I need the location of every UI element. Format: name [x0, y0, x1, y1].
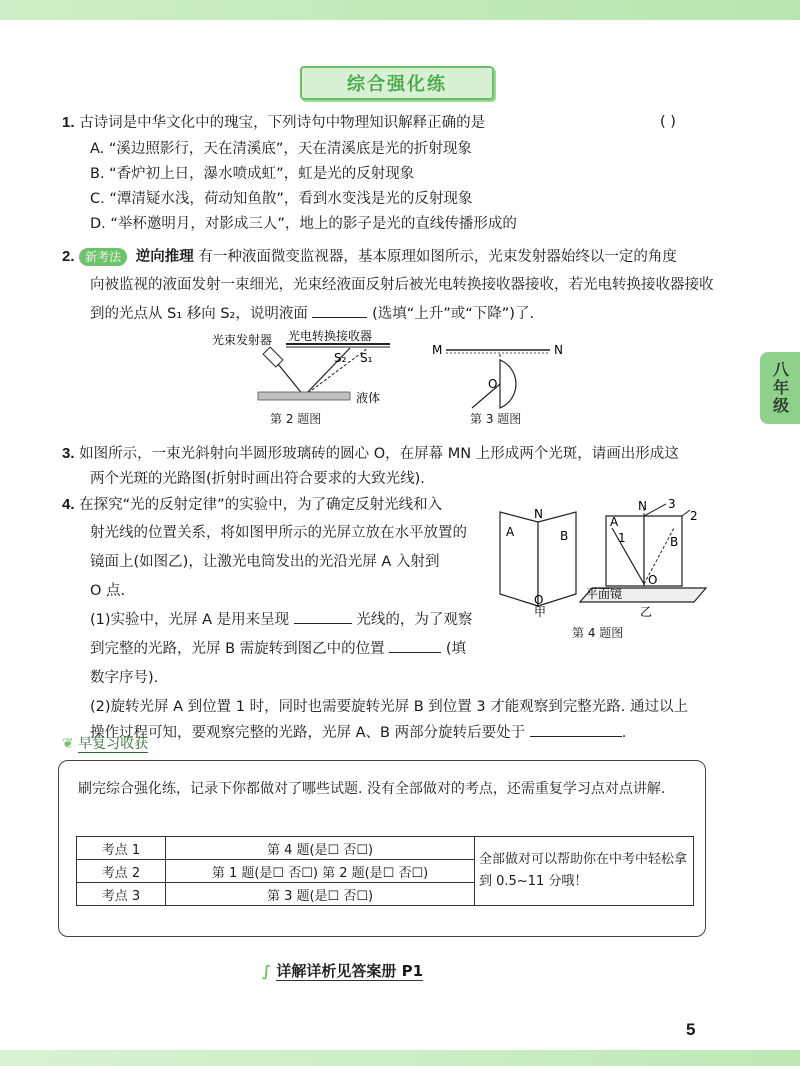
- question-1-option-b: B. “香炉初上日，瀑水喷成虹”，虹是光的反射现象: [90, 166, 415, 182]
- figure-3-diagram: [430, 336, 570, 410]
- question-2-text-3b: (选填“上升”或“下降”)了.: [372, 306, 535, 322]
- review-row-3-content[interactable]: 第 3 题(是☐ 否☐): [166, 883, 475, 906]
- question-4-part-2-line-2: 操作过程可知，要观察完整的光路，光屏 A、B 两部分旋转后要处于 .: [90, 725, 627, 741]
- answer-reference-text: 详解详析见答案册 P1: [276, 962, 424, 980]
- question-1-option-c: C. “潭清疑水浅，荷动知鱼散”，看到水变浅是光的反射现象: [90, 191, 473, 207]
- mirror-label: 平面镜: [586, 587, 623, 601]
- question-4-number: 4.: [62, 496, 75, 513]
- question-2-answer-blank[interactable]: [312, 317, 367, 318]
- yi-a-label: A: [610, 515, 619, 529]
- liquid-label: 液体: [356, 391, 381, 404]
- question-3-number: 3.: [62, 445, 75, 462]
- yi-o-label: O: [648, 573, 658, 587]
- s2-label: S₂: [334, 351, 347, 365]
- top-decor-bar: [0, 0, 800, 20]
- review-row-3-label: 考点 3: [77, 883, 166, 906]
- receiver-label: 光电转换接收器: [288, 329, 373, 343]
- question-2-line-3: [90, 300, 534, 329]
- incident-ray: [278, 364, 304, 396]
- review-row-2-content[interactable]: 第 1 题(是☐ 否☐) 第 2 题(是☐ 否☐): [166, 860, 475, 883]
- figure-2-caption: 第 2 题图: [270, 412, 322, 426]
- section-title: 综合强化练: [300, 66, 494, 100]
- yi-b-label: B: [670, 535, 679, 549]
- review-side-note: 全部做对可以帮助你在中考中轻松拿到 0.5~11 分哦！: [475, 837, 694, 906]
- question-3-text-2: 两个光斑的光路图(折射时画出符合要求的大致光线).: [90, 471, 425, 487]
- question-4-blank-3[interactable]: [530, 736, 622, 737]
- bottom-decor-bar: [0, 1050, 800, 1066]
- figure-4-diagram: [494, 498, 714, 618]
- jia-n-label: N: [534, 507, 543, 521]
- question-3-text-1: 如图所示，一束光斜射向半圆形玻璃砖的圆心 O，在屏幕 MN 上形成两个光斑，请画出形成这: [79, 446, 679, 462]
- position-2-edge: [682, 510, 690, 516]
- center-o-label: O: [488, 377, 498, 391]
- position-2-label: 2: [690, 509, 698, 523]
- question-2-number: 2.: [62, 248, 75, 265]
- jia-o-label: O: [534, 593, 544, 607]
- figure-3-caption: 第 3 题图: [470, 412, 522, 426]
- question-4-line-1: [62, 490, 442, 520]
- figure-4-caption: 第 4 题图: [572, 626, 624, 640]
- question-4-part-1-text-c: 到完整的光路，光屏 B 需旋转到图乙中的位置: [90, 641, 385, 657]
- review-row-1-label: 考点 1: [77, 837, 166, 860]
- screen-n-label: N: [554, 343, 563, 357]
- question-4-text-4: O 点.: [90, 583, 126, 599]
- question-1-answer-paren: ( ): [660, 114, 676, 130]
- question-2-text-2: 向被监视的液面发射一束细光，光束经液面反射后被光电转换接收器接收，若光电转换接收器接收: [90, 277, 714, 293]
- position-1-label: 1: [618, 531, 626, 545]
- answer-reference: [262, 960, 423, 981]
- new-method-badge: 新考法: [79, 248, 127, 266]
- question-4-blank-1[interactable]: [294, 623, 352, 624]
- review-row-1-content[interactable]: 第 4 题(是☐ 否☐): [166, 837, 475, 860]
- review-text: 刷完综合强化练，记录下你都做对了哪些试题. 没有全部做对的考点，还需重复学习点对点讲解.: [78, 781, 666, 797]
- yi-n-label: N: [638, 499, 647, 513]
- question-4-part-2-text-b: 操作过程可知，要观察完整的光路，光屏 A、B 两部分旋转后要处于: [90, 725, 526, 741]
- question-4-part-1-line-2: [90, 635, 466, 664]
- question-4-text-3: 镜面上(如图乙)，让激光电筒发出的光沿光屏 A 入射到: [90, 554, 440, 570]
- screen-b-jia: [538, 512, 576, 606]
- semicircle-glass: [500, 360, 516, 408]
- position-3-label: 3: [668, 498, 676, 511]
- question-2-tag: 逆向推理: [135, 249, 194, 265]
- section-title-box: [300, 66, 490, 96]
- jia-label: 甲: [534, 605, 547, 618]
- question-1-number: 1.: [62, 114, 75, 131]
- pin-icon: ∫: [262, 962, 272, 980]
- emitter-label: 光束发射器: [212, 333, 273, 347]
- question-4-part-1-text-a: (1)实验中，光屏 A 是用来呈现: [90, 612, 290, 628]
- question-4-part-1-text-e: 数字序号).: [90, 670, 159, 686]
- question-1-option-d: D. “举杯邀明月，对影成三人”，地上的影子是光的直线传播形成的: [90, 216, 517, 232]
- s1-label: S₁: [360, 351, 373, 365]
- question-4-text-2: 射光线的位置关系，将如图甲所示的光屏立放在水平放置的: [90, 525, 467, 541]
- figure-2-diagram: [200, 326, 400, 404]
- review-heading: [62, 733, 148, 753]
- question-1-text: 古诗词是中华文化中的瑰宝，下列诗句中物理知识解释正确的是: [79, 115, 486, 131]
- review-heading-text: 早复习收获: [78, 736, 149, 752]
- grade-side-tab: 八年级: [760, 352, 800, 424]
- question-2-text-1: 有一种液面微变监视器，基本原理如图所示，光束发射器始终以一定的角度: [198, 249, 677, 265]
- question-4-text-1: 在探究“光的反射定律”的实验中，为了确定反射光线和入: [79, 497, 443, 513]
- question-4-part-1-text-b: 光线的，为了观察: [356, 612, 473, 628]
- leaf-icon: ❦: [62, 736, 74, 752]
- question-1-option-a: A. “溪边照影行，天在清溪底”，天在清溪底是光的折射现象: [90, 141, 472, 157]
- question-4-part-2-text-a: (2)旋转光屏 A 到位置 1 时，同时也需要旋转光屏 B 到位置 3 才能观察到完整光路. 通过以上: [90, 699, 688, 715]
- page-number: 5: [686, 1020, 696, 1039]
- question-2-text-3a: 到的光点从 S₁ 移向 S₂，说明液面: [90, 306, 308, 322]
- emitter-device: [263, 347, 283, 367]
- screen-m-label: M: [432, 343, 443, 357]
- jia-b-label: B: [560, 529, 569, 543]
- table-row: [77, 837, 694, 860]
- yi-label: 乙: [640, 605, 653, 618]
- question-4-blank-2[interactable]: [389, 652, 441, 653]
- question-4-part-1-line-1: [90, 606, 472, 635]
- review-row-2-label: 考点 2: [77, 860, 166, 883]
- review-table: [76, 836, 694, 906]
- liquid-surface: [258, 392, 350, 400]
- question-4-part-1-text-d: (填: [445, 641, 467, 657]
- question-2-line-1: [62, 242, 722, 272]
- jia-a-label: A: [506, 525, 515, 539]
- position-3-edge: [644, 504, 666, 516]
- question-1-stem: [62, 108, 485, 138]
